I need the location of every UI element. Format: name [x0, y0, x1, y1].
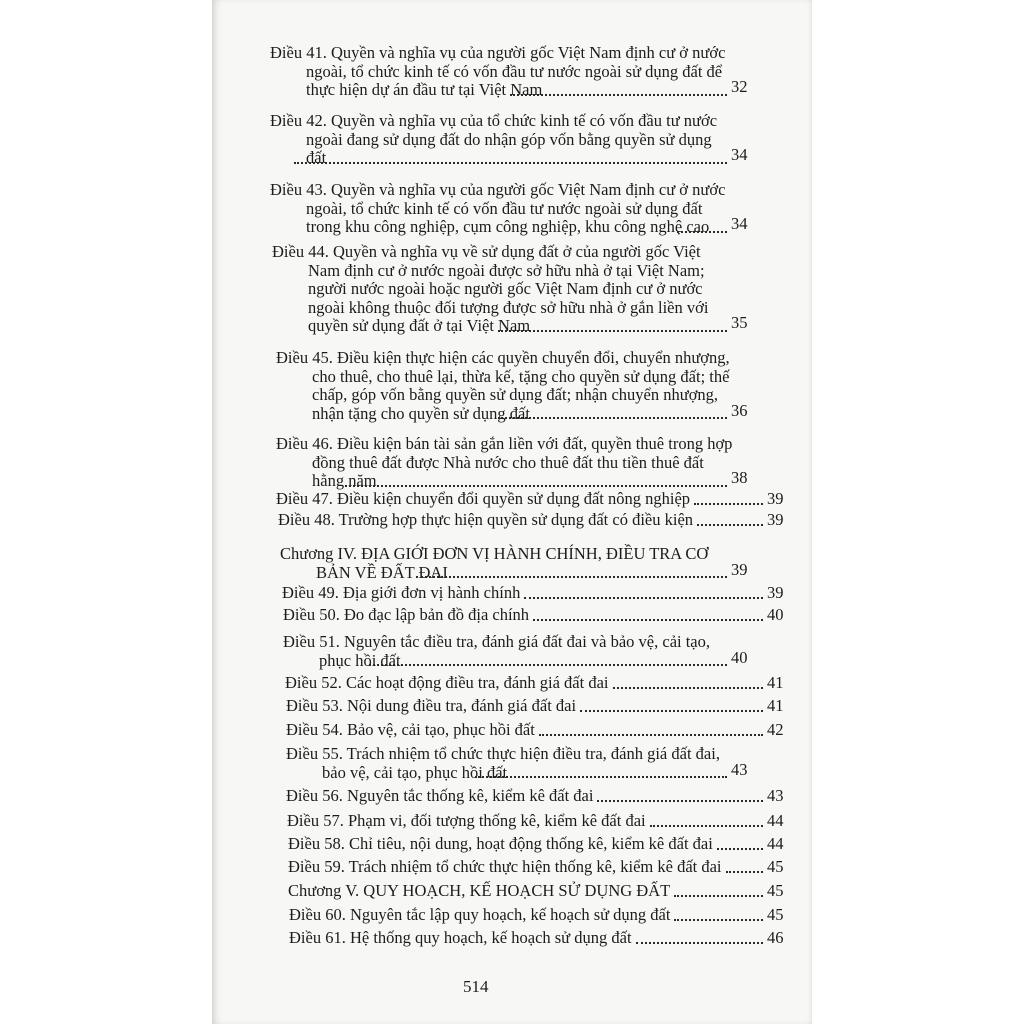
toc-entry-line: Điều 46. Điều kiện bán tài sản gắn liền với đất, quyền thuê trong hợp — [276, 434, 733, 453]
dot-leader — [597, 800, 763, 802]
toc-entry-line: Điều 49. Địa giới đơn vị hành chính 39 — [282, 583, 784, 602]
toc-entry-line: Điều 56. Nguyên tắc thống kê, kiểm kê đất đai 43 — [286, 786, 784, 805]
toc-entry-line: thực hiện dự án đầu tư tại Việt Nam 32 — [306, 77, 748, 99]
toc-entry-line: Điều 54. Bảo vệ, cải tạo, phục hồi đất 42 — [286, 720, 784, 739]
dot-leader — [613, 687, 764, 689]
toc-entry-line: cho thuê, cho thuê lại, thừa kế, tặng cho quyền sử dụng đất; thế — [312, 366, 730, 386]
toc-entry-line: ngoài không thuộc đối tượng được sở hữu nhà ở gắn liền với — [308, 297, 709, 317]
toc-entry — [280, 545, 787, 582]
toc-entry — [286, 721, 787, 740]
toc-entry-line: Chương V. QUY HOẠCH, KẾ HOẠCH SỬ DỤNG ĐẤT 45 — [288, 881, 784, 900]
dot-leader — [674, 919, 763, 921]
toc-page-number: 43 — [731, 759, 748, 779]
toc-entry — [278, 511, 787, 530]
toc-entry — [282, 584, 787, 603]
dot-leader — [717, 848, 763, 850]
toc-entry — [289, 906, 787, 925]
dot-leader — [510, 94, 727, 96]
toc-entry-line: BẢN VỀ ĐẤT ĐAI 39 — [316, 559, 748, 582]
toc-entry — [270, 181, 787, 237]
toc-entry-line: ngoài, tổ chức kinh tế có vốn đầu tư nước ngoài sử dụng đất để — [306, 61, 723, 81]
toc-entry — [289, 929, 787, 948]
toc-page-number: 41 — [767, 696, 784, 715]
toc-page-number: 45 — [767, 881, 784, 900]
toc-page-number: 46 — [767, 928, 784, 947]
toc-entry-line: Điều 42. Quyền và nghĩa vụ của tổ chức kinh tế có vốn đầu tư nước — [270, 111, 718, 130]
page-number: 514 — [463, 977, 489, 996]
toc-page-number: 34 — [731, 145, 748, 164]
toc-page-number: 39 — [767, 489, 784, 508]
dot-leader — [697, 524, 763, 526]
toc-page-number: 32 — [731, 77, 748, 96]
toc-page-number: 39 — [731, 559, 748, 579]
toc-entry — [286, 745, 787, 782]
dot-leader — [498, 330, 727, 332]
toc-page-number: 44 — [767, 811, 784, 830]
toc-page-number: 35 — [731, 313, 748, 332]
dot-leader — [294, 162, 727, 164]
toc-entry-line: Điều 60. Nguyên tắc lập quy hoạch, kế hoạch sử dụng đất 45 — [289, 905, 784, 924]
toc-page-number: 44 — [767, 834, 784, 853]
toc-entry-line: hằng năm 38 — [312, 468, 748, 490]
toc-entry-line: Nam định cư ở nước ngoài được sở hữu nhà ở tại Việt Nam; — [308, 260, 705, 280]
toc-entry-line: Chương IV. ĐỊA GIỚI ĐƠN VỊ HÀNH CHÍNH, ĐIỀU TRA CƠ — [280, 544, 709, 563]
dot-leader — [677, 231, 727, 233]
dot-leader — [726, 871, 763, 873]
dot-leader — [650, 825, 763, 827]
dot-leader — [498, 417, 727, 419]
toc-entry — [286, 787, 787, 806]
toc-entry-line: Điều 57. Phạm vi, đối tượng thống kê, kiểm kê đất đai 44 — [287, 811, 784, 830]
toc-page-number: 45 — [767, 905, 784, 924]
toc-page-number: 39 — [767, 583, 784, 602]
dot-leader — [636, 942, 763, 944]
toc-entry-line: ngoài, tổ chức kinh tế có vốn đầu tư nước ngoài sử dụng đất — [306, 198, 703, 218]
toc-entry-line: Điều 61. Hệ thống quy hoạch, kế hoạch sử dụng đất 46 — [289, 928, 784, 947]
toc-entry-line: người nước ngoài hoặc người gốc Việt Nam định cư ở nước — [308, 279, 703, 298]
dot-leader — [539, 734, 763, 736]
toc-entry-line: bảo vệ, cải tạo, phục hồi đất 43 — [322, 759, 748, 782]
dot-leader — [524, 597, 763, 599]
toc-page-number: 36 — [731, 400, 748, 420]
toc-entry — [288, 835, 787, 854]
toc-page-number: 41 — [767, 673, 784, 692]
toc-entry — [287, 812, 787, 831]
toc-entry-line: Điều 43. Quyền và nghĩa vụ của người gốc Việt Nam định cư ở nước — [270, 180, 726, 199]
dot-leader — [580, 710, 763, 712]
toc-entry-line: Điều 58. Chỉ tiêu, nội dung, hoạt động thống kê, kiểm kê đất đai 44 — [288, 834, 784, 853]
dot-leader — [475, 776, 727, 778]
toc-entry-line: Điều 44. Quyền và nghĩa vụ về sử dụng đất ở của người gốc Việt — [272, 242, 701, 261]
toc-entry-line: nhận tặng cho quyền sử dụng đất 36 — [312, 400, 748, 423]
toc-entry — [286, 697, 787, 716]
toc-entry — [270, 112, 787, 168]
toc-page-number: 42 — [767, 720, 784, 739]
toc-entry-line: trong khu công nghiệp, cụm công nghiệp, khu công nghệ cao 34 — [306, 214, 748, 236]
toc-entry-line: Điều 52. Các hoạt động điều tra, đánh giá đất đai 41 — [285, 673, 784, 692]
toc-page-number: 34 — [731, 214, 748, 233]
toc-entry-line: chấp, góp vốn bằng quyền sử dụng đất; nhận chuyển nhượng, — [312, 385, 719, 404]
toc-entry — [276, 490, 787, 509]
toc-page-number: 40 — [767, 605, 784, 624]
dot-leader — [674, 895, 763, 897]
toc-entry — [283, 633, 787, 670]
toc-entry-line: Điều 48. Trường hợp thực hiện quyền sử dụng đất có điều kiện 39 — [278, 510, 784, 529]
dot-leader — [369, 664, 727, 666]
toc-entry — [288, 858, 787, 877]
toc-entry — [283, 606, 787, 625]
dot-leader — [533, 619, 763, 621]
toc-entry-line: phục hồi đất 40 — [319, 647, 748, 670]
toc-entry-line: Điều 53. Nội dung điều tra, đánh giá đất đai 41 — [286, 696, 784, 715]
toc-page-number: 39 — [767, 510, 784, 529]
toc-page-number: 40 — [731, 647, 748, 667]
toc-entry — [276, 435, 787, 491]
toc-entry-line: Điều 45. Điều kiện thực hiện các quyền chuyển đổi, chuyển nhượng, — [276, 348, 730, 367]
toc-entry-line: Điều 50. Đo đạc lập bản đồ địa chính 40 — [283, 605, 784, 624]
toc-entry-line: ngoài đang sử dụng đất do nhận góp vốn bằng quyền sử dụng — [306, 129, 712, 149]
dot-leader — [416, 576, 727, 578]
toc-entry — [276, 349, 787, 423]
dot-leader — [345, 485, 727, 487]
toc-page-number: 45 — [767, 857, 784, 876]
toc-entry-line: Điều 41. Quyền và nghĩa vụ của người gốc Việt Nam định cư ở nước — [270, 43, 726, 62]
toc-entry-line: Điều 55. Trách nhiệm tổ chức thực hiện điều tra, đánh giá đất đai, — [286, 744, 720, 763]
toc-page-number: 43 — [767, 786, 784, 805]
toc-entry-line: Điều 59. Trách nhiệm tổ chức thực hiện thống kê, kiểm kê đất đai 45 — [288, 857, 784, 876]
toc-entry — [272, 243, 787, 336]
toc-entry-line: đất 34 — [270, 149, 787, 168]
toc-entry — [270, 44, 787, 100]
toc-entry-line: đồng thuê đất được Nhà nước cho thuê đất thu tiền thuê đất — [312, 452, 704, 472]
toc-entry-line: Điều 51. Nguyên tắc điều tra, đánh giá đất đai và bảo vệ, cải tạo, — [283, 632, 711, 651]
dot-leader — [694, 503, 763, 505]
toc-entry-line: quyền sử dụng đất ở tại Việt Nam 35 — [308, 313, 748, 335]
toc-entry-line: Điều 47. Điều kiện chuyển đổi quyền sử dụng đất nông nghiệp 39 — [276, 489, 784, 508]
toc-entry — [288, 882, 787, 901]
toc-page-number: 38 — [731, 468, 748, 487]
toc-entry — [285, 674, 787, 693]
